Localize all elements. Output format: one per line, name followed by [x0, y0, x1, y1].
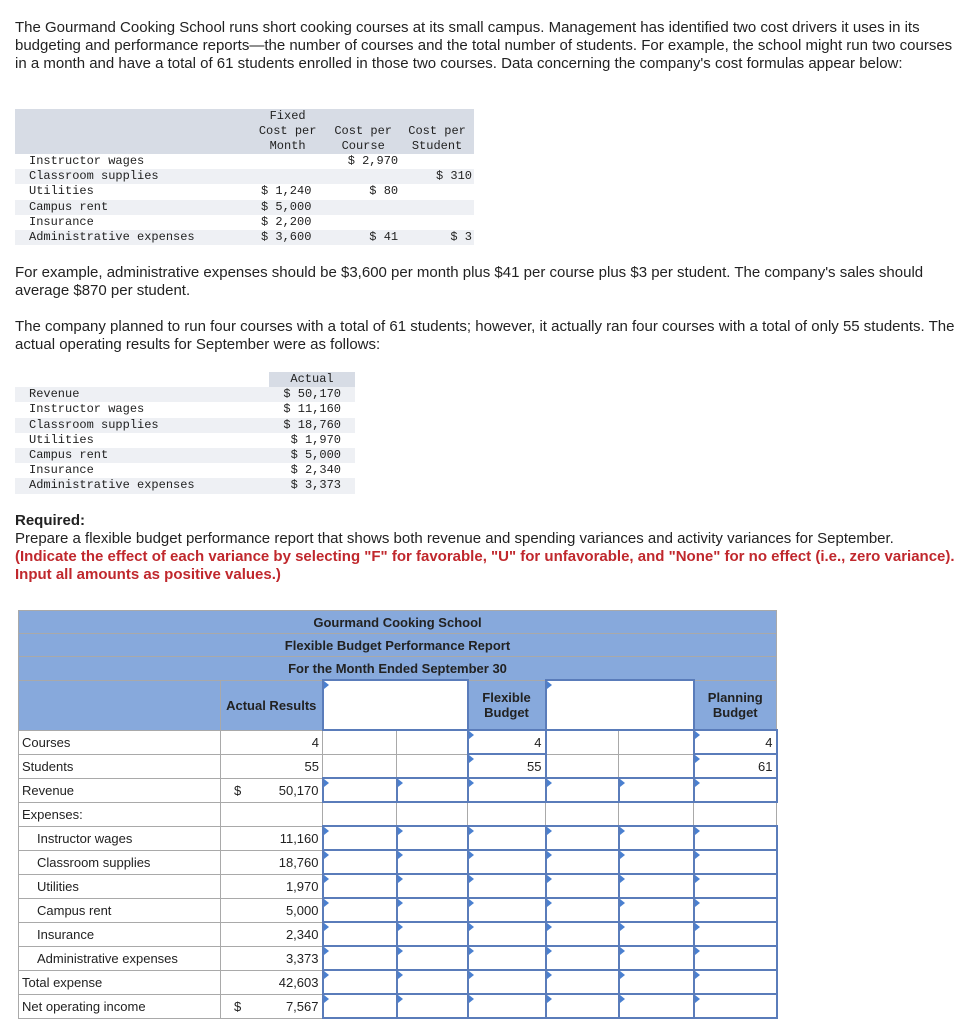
- cost-row: [15, 200, 474, 215]
- report-input[interactable]: [397, 922, 468, 946]
- cost-value: $ 5,000: [261, 199, 312, 214]
- actual-results-table: [15, 372, 355, 494]
- actual-label: Classroom supplies: [29, 417, 159, 432]
- report-input[interactable]: [619, 946, 694, 970]
- report-row: [19, 802, 777, 826]
- report-input[interactable]: [323, 874, 397, 898]
- row-label: Students: [19, 754, 221, 778]
- actual-value: 3,373: [221, 946, 323, 970]
- actual-value: $ 7,567: [221, 994, 323, 1018]
- report-input[interactable]: [397, 778, 468, 802]
- actual-value: $ 11,160: [283, 402, 341, 417]
- row-label: Expenses:: [19, 802, 221, 826]
- report-input[interactable]: [546, 994, 619, 1018]
- report-input[interactable]: [619, 898, 694, 922]
- cost-row: [15, 230, 474, 245]
- cost-value: $ 41: [369, 230, 399, 245]
- report-input[interactable]: [323, 994, 397, 1018]
- cost-value: $ 310: [435, 169, 472, 184]
- actual-value: $ 18,760: [283, 417, 341, 432]
- cost-label: Administrative expenses: [29, 230, 195, 245]
- actual-value: $ 3,373: [290, 478, 341, 493]
- cost-label: Utilities: [29, 184, 94, 199]
- report-row: [19, 994, 777, 1018]
- intro-text: The Gourmand Cooking School runs short cooking courses at its small campus. Management has identified two cost drivers it uses in its budgeting and performance reports—the number of courses and the total number of students. For example, the school might run two courses in a month and have a total of 61 students enrolled in those two courses. Data concerning the company's cost formulas appear below:: [15, 19, 953, 72]
- cost-formula-table: [15, 109, 474, 245]
- cost-value: $ 2,200: [261, 214, 312, 229]
- report-input[interactable]: [323, 898, 397, 922]
- cost-value: $ 2,970: [347, 154, 399, 169]
- report-row: [19, 850, 777, 874]
- report-subtitle: Flexible Budget Performance Report: [19, 634, 777, 657]
- report-row: [19, 730, 777, 754]
- flexible-budget-report: [18, 610, 778, 1019]
- report-input[interactable]: [546, 874, 619, 898]
- actual-value: $ 50,170: [221, 778, 323, 802]
- report-input[interactable]: [397, 826, 468, 850]
- actual-value: 4: [221, 730, 323, 754]
- report-input[interactable]: [694, 850, 777, 874]
- report-input[interactable]: [619, 826, 694, 850]
- cost-label: Insurance: [29, 214, 94, 229]
- report-input[interactable]: [694, 970, 777, 994]
- report-input[interactable]: [323, 946, 397, 970]
- cost-value: $ 80: [369, 184, 399, 199]
- report-input[interactable]: [468, 994, 546, 1018]
- report-input[interactable]: [694, 826, 777, 850]
- row-label: Net operating income: [19, 994, 221, 1018]
- planning-budget-input[interactable]: 4: [694, 730, 777, 754]
- report-input[interactable]: [323, 970, 397, 994]
- actual-value: 5,000: [221, 898, 323, 922]
- report-input[interactable]: [468, 874, 546, 898]
- cost-header: Cost per Course: [334, 124, 392, 153]
- report-input[interactable]: [694, 898, 777, 922]
- report-period: For the Month Ended September 30: [19, 657, 777, 681]
- cost-value: [326, 169, 400, 184]
- variance-header-input-1[interactable]: [323, 680, 468, 730]
- report-input[interactable]: [397, 970, 468, 994]
- cost-row: [15, 154, 474, 169]
- row-label: Utilities: [19, 874, 221, 898]
- actual-value: 18,760: [221, 850, 323, 874]
- cost-label: Classroom supplies: [29, 169, 159, 184]
- example-text: For example, administrative expenses should be $3,600 per month plus $41 per course plus $3 per student. The company's sales should average $870 per student.: [15, 264, 924, 299]
- flexible-budget-input[interactable]: 55: [468, 754, 546, 778]
- actual-value: 2,340: [221, 922, 323, 946]
- report-input[interactable]: [323, 778, 397, 802]
- report-input[interactable]: [323, 850, 397, 874]
- report-row: [19, 946, 777, 970]
- report-input[interactable]: [546, 970, 619, 994]
- report-input[interactable]: [397, 874, 468, 898]
- row-label: Insurance: [19, 922, 221, 946]
- row-label: Total expense: [19, 970, 221, 994]
- actual-value: 11,160: [221, 826, 323, 850]
- row-label: Classroom supplies: [19, 850, 221, 874]
- cost-value: [400, 215, 474, 230]
- row-label: Courses: [19, 730, 221, 754]
- report-input[interactable]: [468, 970, 546, 994]
- cost-row: [15, 169, 474, 184]
- cost-header: Cost per Student: [408, 124, 466, 153]
- report-input[interactable]: [546, 778, 619, 802]
- required-label: Required:: [15, 512, 86, 529]
- actual-label: Campus rent: [29, 448, 109, 463]
- report-row: [19, 922, 777, 946]
- report-input[interactable]: [468, 850, 546, 874]
- actual-label: Utilities: [29, 432, 94, 447]
- report-row: [19, 898, 777, 922]
- report-input[interactable]: [619, 850, 694, 874]
- actual-label: Instructor wages: [29, 402, 145, 417]
- actual-label: Insurance: [29, 463, 94, 478]
- report-input[interactable]: [468, 898, 546, 922]
- cost-value: $ 3,600: [261, 230, 312, 245]
- cost-value: [249, 154, 326, 169]
- report-row: [19, 874, 777, 898]
- report-input[interactable]: [546, 946, 619, 970]
- report-input[interactable]: [468, 946, 546, 970]
- cost-value: $ 3: [450, 230, 472, 245]
- cost-row: [15, 184, 474, 199]
- report-input[interactable]: [694, 778, 777, 802]
- plan-text: The company planned to run four courses with a total of 61 students; however, it actually ran four courses with a total of only 55 students. The actual operating results for September were as follows:: [15, 318, 955, 353]
- actual-value: 55: [221, 754, 323, 778]
- report-input[interactable]: [397, 994, 468, 1018]
- report-input[interactable]: [546, 850, 619, 874]
- cost-value: [400, 200, 474, 215]
- planning-budget-input[interactable]: 61: [694, 754, 777, 778]
- row-label: Instructor wages: [19, 826, 221, 850]
- actual-value: $ 5,000: [290, 448, 341, 463]
- report-input[interactable]: [694, 994, 777, 1018]
- report-input[interactable]: [546, 826, 619, 850]
- report-input[interactable]: [468, 922, 546, 946]
- col-actual-results: Actual Results: [221, 680, 323, 730]
- flexible-budget-input[interactable]: 4: [468, 730, 546, 754]
- cost-value: [326, 200, 400, 215]
- row-label: Campus rent: [19, 898, 221, 922]
- cost-value: [249, 169, 326, 184]
- report-input[interactable]: [323, 922, 397, 946]
- report-input[interactable]: [619, 922, 694, 946]
- cost-header: Fixed Cost per Month: [258, 109, 317, 153]
- report-input[interactable]: [397, 850, 468, 874]
- cost-value: [326, 215, 400, 230]
- report-input[interactable]: [619, 970, 694, 994]
- actual-value: $ 1,970: [290, 432, 341, 447]
- cost-label: Campus rent: [29, 199, 109, 214]
- actual-value: $ 2,340: [290, 463, 341, 478]
- actual-value: 42,603: [221, 970, 323, 994]
- actual-value: 1,970: [221, 874, 323, 898]
- report-input[interactable]: [323, 826, 397, 850]
- report-input[interactable]: [619, 874, 694, 898]
- cost-label: Instructor wages: [29, 154, 145, 169]
- report-row: [19, 778, 777, 802]
- report-input[interactable]: [694, 922, 777, 946]
- variance-header-input-2[interactable]: [546, 680, 694, 730]
- report-input[interactable]: [619, 994, 694, 1018]
- report-input[interactable]: [397, 946, 468, 970]
- actual-value: $ 50,170: [283, 387, 341, 402]
- report-row: [19, 754, 777, 778]
- cost-value: [400, 184, 474, 199]
- report-title: Gourmand Cooking School: [19, 611, 777, 634]
- report-row: [19, 970, 777, 994]
- required-note: (Indicate the effect of each variance by selecting "F" for favorable, "U" for unfavorable, and "None" for no effect (i.e., zero variance). Input all amounts as positive values.): [15, 548, 955, 583]
- report-input[interactable]: [694, 874, 777, 898]
- actual-value: [221, 802, 323, 826]
- cost-row: [15, 215, 474, 230]
- report-input[interactable]: [694, 946, 777, 970]
- report-input[interactable]: [619, 778, 694, 802]
- cost-value: $ 1,240: [261, 184, 312, 199]
- actual-label: Revenue: [29, 387, 80, 402]
- row-label: Administrative expenses: [19, 946, 221, 970]
- report-input[interactable]: [546, 922, 619, 946]
- actual-label: Administrative expenses: [29, 478, 195, 493]
- report-input[interactable]: [468, 778, 546, 802]
- col-flexible-budget: Flexible Budget: [468, 680, 546, 730]
- cost-value: [400, 154, 474, 169]
- report-row: [19, 826, 777, 850]
- report-input[interactable]: [468, 826, 546, 850]
- row-label: Revenue: [19, 778, 221, 802]
- report-input[interactable]: [397, 898, 468, 922]
- col-planning-budget: Planning Budget: [694, 680, 777, 730]
- actual-header: Actual: [290, 372, 334, 387]
- required-text: Prepare a flexible budget performance report that shows both revenue and spending variances and activity variances for September.: [15, 530, 894, 547]
- report-input[interactable]: [546, 898, 619, 922]
